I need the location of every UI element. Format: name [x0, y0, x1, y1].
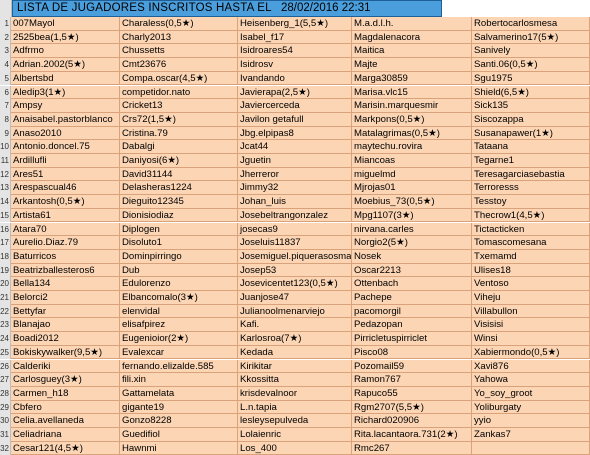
- table-row: [0, 401, 590, 415]
- player-cell[interactable]: Ivandando: [238, 72, 352, 86]
- player-cell[interactable]: Lolaienric: [238, 428, 352, 442]
- player-grid: [0, 17, 590, 454]
- player-cell[interactable]: Nosek: [352, 250, 472, 264]
- player-cell[interactable]: David31144: [120, 168, 238, 182]
- player-cell[interactable]: Cesar121(4,5★): [11, 442, 120, 455]
- player-cell[interactable]: Arespascual46: [11, 181, 120, 195]
- player-cell[interactable]: Juanjose47: [238, 291, 352, 305]
- player-cell[interactable]: Blanajao: [11, 318, 120, 332]
- player-cell[interactable]: Isabel_f17: [238, 31, 352, 45]
- player-cell[interactable]: Winsi: [472, 332, 590, 346]
- player-cell[interactable]: lesleysepulveda: [238, 414, 352, 428]
- table-row: [0, 277, 590, 291]
- table-row: [0, 318, 590, 332]
- row-number[interactable]: 32: [0, 442, 11, 455]
- player-cell[interactable]: Mjrojas01: [352, 181, 472, 195]
- row-number[interactable]: 5: [0, 72, 11, 86]
- player-cell[interactable]: Yahowa: [472, 373, 590, 387]
- player-cell[interactable]: Josebeltrangonzalez: [238, 209, 352, 223]
- player-cell[interactable]: Marisa.vlc15: [352, 86, 472, 100]
- player-cell[interactable]: Johan_luis: [238, 195, 352, 209]
- player-cell[interactable]: Boadi2012: [11, 332, 120, 346]
- row-number[interactable]: 27: [0, 373, 11, 387]
- row-number[interactable]: 3: [0, 44, 11, 58]
- table-row: [0, 387, 590, 401]
- player-cell[interactable]: Txemamd: [472, 250, 590, 264]
- player-cell[interactable]: Anaso2010: [11, 127, 120, 141]
- player-cell[interactable]: Charaless(0,5★): [120, 17, 238, 31]
- player-cell[interactable]: Richard020906: [352, 414, 472, 428]
- row-number[interactable]: 21: [0, 291, 11, 305]
- player-cell[interactable]: Hawnmi: [120, 442, 238, 455]
- table-row: [0, 332, 590, 346]
- table-row: [0, 86, 590, 100]
- player-cell[interactable]: competidor.nato: [120, 86, 238, 100]
- player-cell[interactable]: Belorci2: [11, 291, 120, 305]
- row-number[interactable]: 2: [0, 31, 11, 45]
- player-cell[interactable]: Marga30859: [352, 72, 472, 86]
- player-cell[interactable]: Dub: [120, 264, 238, 278]
- player-cell[interactable]: Rmc267: [352, 442, 472, 455]
- player-cell[interactable]: Cbfero: [11, 401, 120, 415]
- player-cell[interactable]: Josep53: [238, 264, 352, 278]
- row-number[interactable]: 10: [0, 140, 11, 154]
- player-cell[interactable]: Isidrosv: [238, 58, 352, 72]
- player-cell[interactable]: Jbg.elpipas8: [238, 127, 352, 141]
- player-cell[interactable]: Shield(6,5★): [472, 86, 590, 100]
- player-cell[interactable]: Dabalgi: [120, 140, 238, 154]
- player-cell[interactable]: Kafi.: [238, 318, 352, 332]
- row-number[interactable]: 7: [0, 99, 11, 113]
- row-number[interactable]: 24: [0, 332, 11, 346]
- player-cell[interactable]: Mpg1107(3★): [352, 209, 472, 223]
- row-number[interactable]: 1: [0, 17, 11, 31]
- player-cell[interactable]: Javilon getafull: [238, 113, 352, 127]
- player-cell[interactable]: Adrian.2002(5★): [11, 58, 120, 72]
- table-row: [0, 113, 590, 127]
- player-cell[interactable]: Kirikitar: [238, 360, 352, 374]
- player-cell[interactable]: Dominpirringo: [120, 250, 238, 264]
- player-cell[interactable]: Compa.oscar(4,5★): [120, 72, 238, 86]
- player-cell[interactable]: Ventoso: [472, 277, 590, 291]
- player-cell[interactable]: Julianoolmenarviejo: [238, 305, 352, 319]
- row-number[interactable]: 6: [0, 86, 11, 100]
- player-cell[interactable]: Daniyosi(6★): [120, 154, 238, 168]
- player-cell[interactable]: Terroresss: [472, 181, 590, 195]
- player-cell[interactable]: Oscar2213: [352, 264, 472, 278]
- player-cell[interactable]: Ramon767: [352, 373, 472, 387]
- player-cell[interactable]: krisdevalnoor: [238, 387, 352, 401]
- table-row: [0, 360, 590, 374]
- table-row: [0, 346, 590, 360]
- table-row: [0, 168, 590, 182]
- player-cell[interactable]: Yoliburgaty: [472, 401, 590, 415]
- row-number[interactable]: 23: [0, 318, 11, 332]
- player-cell[interactable]: M.a.d.l.h.: [352, 17, 472, 31]
- player-cell[interactable]: nirvana.carles: [352, 223, 472, 237]
- table-row: [0, 250, 590, 264]
- player-cell[interactable]: Tegarne1: [472, 154, 590, 168]
- player-cell[interactable]: Los_400: [238, 442, 352, 455]
- player-cell[interactable]: Isidroares54: [238, 44, 352, 58]
- player-cell[interactable]: Disoluto1: [120, 236, 238, 250]
- row-number[interactable]: 4: [0, 58, 11, 72]
- player-cell[interactable]: Pisco08: [352, 346, 472, 360]
- table-row: [0, 99, 590, 113]
- player-cell[interactable]: Maitica: [352, 44, 472, 58]
- player-cell[interactable]: maytechu.rovira: [352, 140, 472, 154]
- row-number[interactable]: 30: [0, 414, 11, 428]
- row-number[interactable]: 29: [0, 401, 11, 415]
- player-cell[interactable]: Ampsy: [11, 99, 120, 113]
- player-cell[interactable]: Markpons(0,5★): [352, 113, 472, 127]
- player-cell[interactable]: Chussetts: [120, 44, 238, 58]
- row-number[interactable]: 18: [0, 250, 11, 264]
- table-row: [0, 236, 590, 250]
- player-cell[interactable]: Heisenberg_1(5,5★): [238, 17, 352, 31]
- player-cell[interactable]: Kedada: [238, 346, 352, 360]
- player-cell[interactable]: Dionisiodiaz: [120, 209, 238, 223]
- player-cell[interactable]: Antonio.doncel.75: [11, 140, 120, 154]
- player-cell[interactable]: Ottenbach: [352, 277, 472, 291]
- table-row: [0, 373, 590, 387]
- player-cell[interactable]: Aurelio.Diaz.79: [11, 236, 120, 250]
- table-row: [0, 58, 590, 72]
- player-cell[interactable]: Carlosguey(3★): [11, 373, 120, 387]
- player-cell[interactable]: Bettyfar: [11, 305, 120, 319]
- player-cell[interactable]: Aledip3(1★): [11, 86, 120, 100]
- row-number[interactable]: 28: [0, 387, 11, 401]
- player-cell[interactable]: elisafpirez: [120, 318, 238, 332]
- player-cell[interactable]: Crs72(1,5★): [120, 113, 238, 127]
- player-cell[interactable]: Eugenioior(2★): [120, 332, 238, 346]
- player-cell[interactable]: Viheju: [472, 291, 590, 305]
- player-cell[interactable]: Robertocarlosmesa: [472, 17, 590, 31]
- table-row: [0, 291, 590, 305]
- row-number[interactable]: 11: [0, 154, 11, 168]
- title-row: [0, 0, 590, 17]
- table-row: [0, 442, 590, 455]
- player-cell[interactable]: Kkossitta: [238, 373, 352, 387]
- player-cell[interactable]: gigante19: [120, 401, 238, 415]
- row-number[interactable]: 25: [0, 346, 11, 360]
- title-cell[interactable]: [12, 0, 442, 17]
- row-number[interactable]: 26: [0, 360, 11, 374]
- player-cell[interactable]: Javierapa(2,5★): [238, 86, 352, 100]
- player-cell[interactable]: Rita.lacantaora.731(2★): [352, 428, 472, 442]
- player-cell[interactable]: Magdalenacora: [352, 31, 472, 45]
- row-header-title[interactable]: [0, 0, 12, 17]
- player-cell[interactable]: Artista61: [11, 209, 120, 223]
- player-cell[interactable]: Beatrizballesteros6: [11, 264, 120, 278]
- player-cell[interactable]: Josevicentet123(0,5★): [238, 277, 352, 291]
- player-cell[interactable]: Sgu1975: [472, 72, 590, 86]
- table-row: [0, 305, 590, 319]
- table-row: [0, 181, 590, 195]
- player-cell[interactable]: Ares51: [11, 168, 120, 182]
- player-cell[interactable]: Celiadriana: [11, 428, 120, 442]
- table-row: [0, 127, 590, 141]
- player-cell[interactable]: Jguetin: [238, 154, 352, 168]
- player-cell[interactable]: Rapuco55: [352, 387, 472, 401]
- player-cell[interactable]: 007Mayol: [11, 17, 120, 31]
- player-cell[interactable]: L.n.tapia: [238, 401, 352, 415]
- player-cell[interactable]: Visisisi: [472, 318, 590, 332]
- player-cell[interactable]: Bella134: [11, 277, 120, 291]
- player-cell[interactable]: Tomascomesana: [472, 236, 590, 250]
- row-number[interactable]: 9: [0, 127, 11, 141]
- table-row: [0, 140, 590, 154]
- table-row: [0, 428, 590, 442]
- player-cell[interactable]: Rgm2707(5,5★): [352, 401, 472, 415]
- player-cell[interactable]: Marisin.marquesmir: [352, 99, 472, 113]
- player-cell[interactable]: Pozomail59: [352, 360, 472, 374]
- player-cell[interactable]: Zankas7: [472, 428, 590, 442]
- player-cell[interactable]: Norgio2(5★): [352, 236, 472, 250]
- row-number[interactable]: 31: [0, 428, 11, 442]
- player-cell[interactable]: Cmt23676: [120, 58, 238, 72]
- player-cell[interactable]: Thecrow1(4,5★): [472, 209, 590, 223]
- player-cell[interactable]: Baturricos: [11, 250, 120, 264]
- player-cell[interactable]: Delasheras1224: [120, 181, 238, 195]
- player-cell[interactable]: Jimmy32: [238, 181, 352, 195]
- player-cell[interactable]: Elbancomalo(3★): [120, 291, 238, 305]
- player-cell[interactable]: Teresagarciasebastia: [472, 168, 590, 182]
- player-cell[interactable]: Carmen_h18: [11, 387, 120, 401]
- title-text: LISTA DE JUGADORES INSCRITOS HASTA EL: [17, 2, 272, 14]
- player-cell[interactable]: Matalagrimas(0,5★): [352, 127, 472, 141]
- player-cell[interactable]: Xabiermondo(0,5★): [472, 346, 590, 360]
- row-number[interactable]: 15: [0, 209, 11, 223]
- table-row: [0, 154, 590, 168]
- player-cell[interactable]: Josemiguel.piquerasosma: [240, 250, 352, 262]
- player-cell[interactable]: fili.xin: [120, 373, 238, 387]
- player-cell[interactable]: Arkantosh(0,5★): [11, 195, 120, 209]
- player-cell[interactable]: pacomorgil: [352, 305, 472, 319]
- table-row: [0, 223, 590, 237]
- player-cell[interactable]: Gonzo8228: [120, 414, 238, 428]
- player-cell[interactable]: Atara70: [11, 223, 120, 237]
- player-cell[interactable]: elenvidal: [120, 305, 238, 319]
- player-cell[interactable]: Xavi876: [472, 360, 590, 374]
- player-cell[interactable]: Pachepe: [352, 291, 472, 305]
- player-cell[interactable]: Dieguito12345: [120, 195, 238, 209]
- player-cell[interactable]: Charly2013: [120, 31, 238, 45]
- player-cell[interactable]: Ulises18: [472, 264, 590, 278]
- player-cell[interactable]: Javiercerceda: [238, 99, 352, 113]
- player-cell[interactable]: Anaisabel.pastorblanco: [11, 113, 120, 127]
- row-number[interactable]: 8: [0, 113, 11, 127]
- player-cell[interactable]: Sanively: [472, 44, 590, 58]
- player-cell[interactable]: Villabullon: [472, 305, 590, 319]
- table-row: [0, 264, 590, 278]
- player-cell[interactable]: Jcat44: [238, 140, 352, 154]
- player-cell[interactable]: Pedazopan: [352, 318, 472, 332]
- player-cell[interactable]: Moebius_73(0,5★): [352, 195, 472, 209]
- row-number[interactable]: 17: [0, 236, 11, 250]
- table-row: [0, 31, 590, 45]
- row-number[interactable]: 13: [0, 181, 11, 195]
- player-cell[interactable]: Calderiki: [11, 360, 120, 374]
- player-cell[interactable]: 2525bea(1,5★): [11, 31, 120, 45]
- table-row: [0, 209, 590, 223]
- player-cell[interactable]: Evalexcar: [120, 346, 238, 360]
- table-row: [0, 195, 590, 209]
- player-cell[interactable]: Sick135: [472, 99, 590, 113]
- player-cell[interactable]: Santi.06(0,5★): [472, 58, 590, 72]
- player-cell[interactable]: Celia.avellaneda: [11, 414, 120, 428]
- row-number[interactable]: 14: [0, 195, 11, 209]
- table-row: [0, 44, 590, 58]
- player-cell[interactable]: Susanapawer(1★): [472, 127, 590, 141]
- player-cell[interactable]: Cristina.79: [120, 127, 238, 141]
- player-cell[interactable]: miguelmd: [352, 168, 472, 182]
- player-cell[interactable]: fernando.elizalde.585: [120, 360, 238, 374]
- row-number[interactable]: 16: [0, 223, 11, 237]
- player-cell[interactable]: Tictacticken: [472, 223, 590, 237]
- row-number[interactable]: 19: [0, 264, 11, 278]
- row-number[interactable]: 12: [0, 168, 11, 182]
- table-row: [0, 414, 590, 428]
- row-number[interactable]: 22: [0, 305, 11, 319]
- player-cell[interactable]: Pirricletuspirriclet: [352, 332, 472, 346]
- player-cell[interactable]: Tataana: [472, 140, 590, 154]
- player-cell[interactable]: Miancoas: [352, 154, 472, 168]
- player-cell[interactable]: Siscozappa: [472, 113, 590, 127]
- player-cell[interactable]: Jherreror: [238, 168, 352, 182]
- player-cell[interactable]: Gattamelata: [120, 387, 238, 401]
- player-cell[interactable]: Tesstoy: [472, 195, 590, 209]
- row-number[interactable]: 20: [0, 277, 11, 291]
- player-cell[interactable]: Albertsbd: [11, 72, 120, 86]
- player-cell[interactable]: Bokiskywalker(9,5★): [11, 346, 120, 360]
- player-cell[interactable]: yyio: [472, 414, 590, 428]
- player-cell[interactable]: Joseluis11837: [238, 236, 352, 250]
- player-cell[interactable]: Adfrmo: [11, 44, 120, 58]
- table-row: [0, 17, 590, 31]
- player-cell[interactable]: Ardillufli: [11, 154, 120, 168]
- player-cell[interactable]: Diplogen: [120, 223, 238, 237]
- title-date: 28/02/2016 22:31: [281, 2, 371, 14]
- player-cell[interactable]: Majte: [352, 58, 472, 72]
- player-cell[interactable]: Cricket13: [120, 99, 238, 113]
- player-cell[interactable]: [472, 442, 590, 455]
- player-cell[interactable]: Yo_soy_groot: [472, 387, 590, 401]
- table-row: [0, 72, 590, 86]
- player-cell[interactable]: Edulorenzo: [120, 277, 238, 291]
- player-cell[interactable]: Guedifiol: [120, 428, 238, 442]
- player-cell[interactable]: josecas9: [238, 223, 352, 237]
- player-cell[interactable]: Salvamerino17(5★): [472, 31, 590, 45]
- player-cell[interactable]: Karlosroa(7★): [238, 332, 352, 346]
